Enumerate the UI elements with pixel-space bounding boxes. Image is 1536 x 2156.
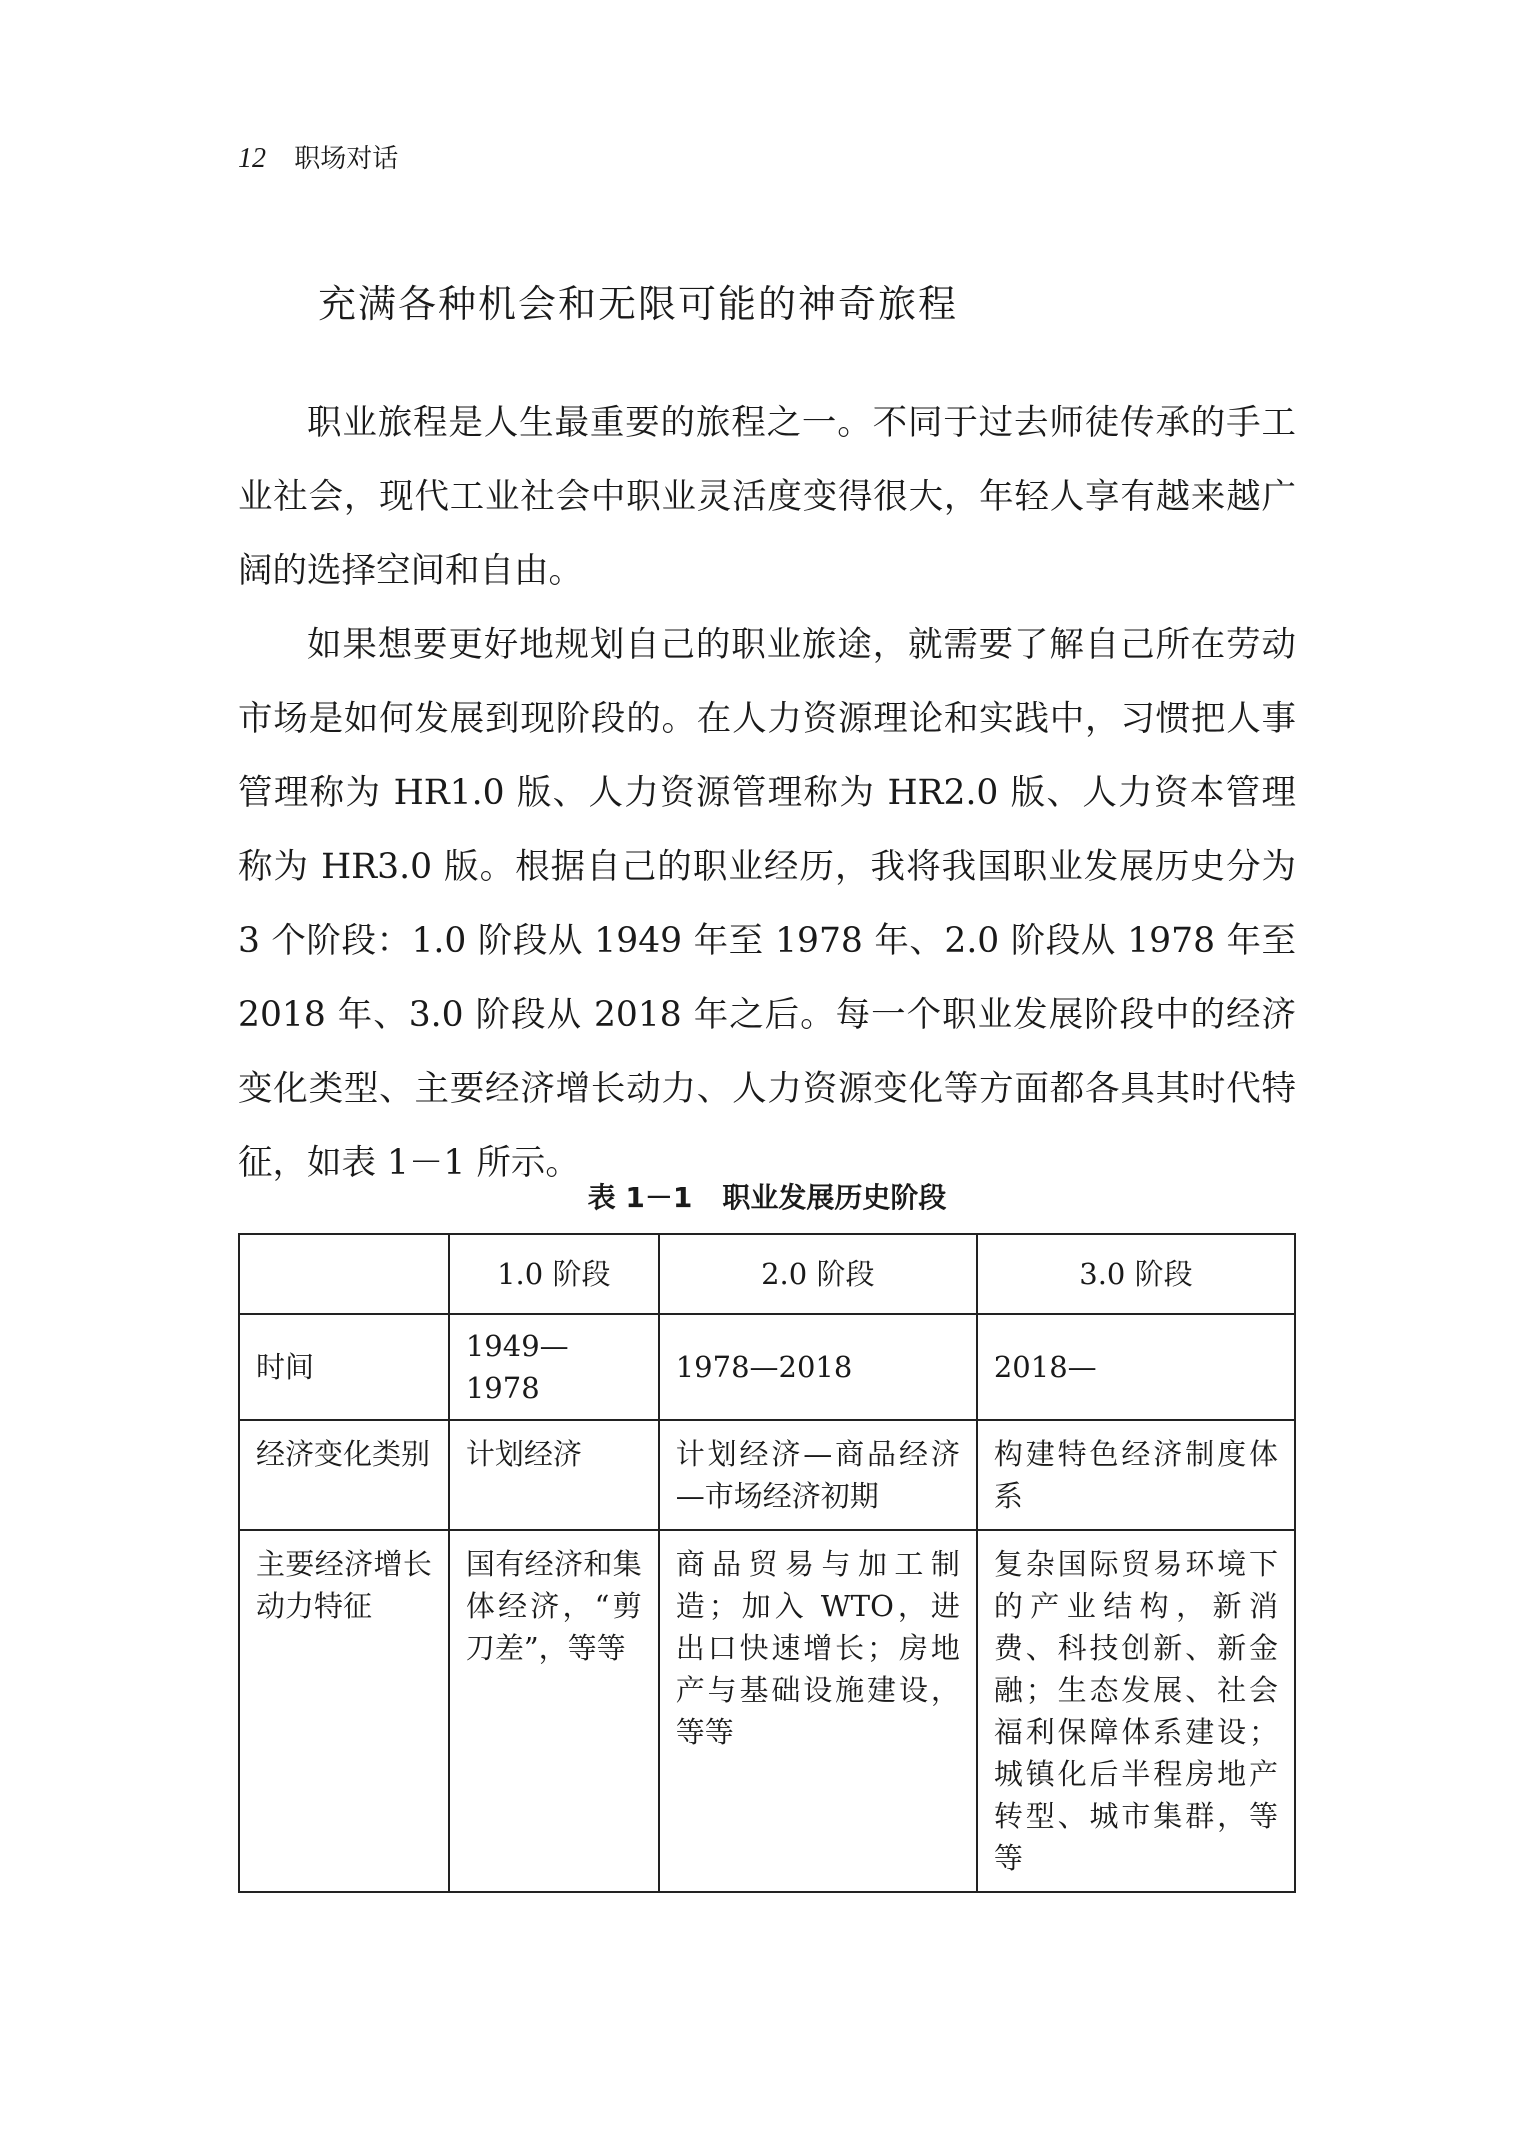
table-row (239, 1530, 1295, 1892)
row-label: 经济变化类别 (239, 1420, 449, 1530)
table-cell: 国有经济和集体经济，“剪刀差”，等等 (449, 1530, 659, 1892)
table-cell: 构建特色经济制度体系 (977, 1420, 1295, 1530)
page-number: 12 (238, 143, 266, 174)
table-cell: 商品贸易与加工制造；加入 WTO，进出口快速增长；房地产与基础设施建设，等等 (659, 1530, 977, 1892)
paragraph: 如果想要更好地规划自己的职业旅途，就需要了解自己所在劳动市场是如何发展到现阶段的。在人力资源理论和实践中，习惯把人事管理称为 HR1.0 版、人力资源管理称为 HR2.0 版、人力资本管理称为 HR3.0 版。根据自己的职业经历，我将我国职业发展历史分为 3 个阶段：1.0 阶段从 1949 年至 1978 年、2.0 阶段从 1978 年至 2018 年、3.0 阶段从 2018 年之后。每一个职业发展阶段中的经济变化类型、主要经济增长动力、人力资源变化等方面都各具其时代特征，如表 1－1 所示。 (238, 625, 1296, 1183)
table-cell: 计划经济 (449, 1420, 659, 1530)
career-stages-table (238, 1233, 1296, 1893)
book-title: 职场对话 (294, 144, 399, 174)
table-row (239, 1314, 1295, 1420)
row-label: 主要经济增长动力特征 (239, 1530, 449, 1892)
table-header-cell: 1.0 阶段 (449, 1234, 659, 1314)
table-row (239, 1420, 1295, 1530)
table-cell: 1949—1978 (449, 1314, 659, 1420)
table-cell: 1978—2018 (659, 1314, 977, 1420)
table-header-cell: 3.0 阶段 (977, 1234, 1295, 1314)
table-cell: 计划经济—商品经济—市场经济初期 (659, 1420, 977, 1530)
table-header-cell (239, 1234, 449, 1314)
body-text (238, 386, 1296, 1200)
table-caption (238, 1178, 1296, 1218)
table-caption-title: 职业发展历史阶段 (722, 1181, 947, 1214)
row-label: 时间 (239, 1314, 449, 1420)
table-cell: 2018— (977, 1314, 1295, 1420)
table-header-cell: 2.0 阶段 (659, 1234, 977, 1314)
table-cell: 复杂国际贸易环境下的产业结构，新消费、科技创新、新金融；生态发展、社会福利保障体系建设；城镇化后半程房地产转型、城市集群，等等 (977, 1530, 1295, 1892)
table-caption-number: 表 1－1 (587, 1181, 693, 1214)
table-header-row (239, 1234, 1295, 1314)
section-title: 充满各种机会和无限可能的神奇旅程 (318, 282, 959, 326)
paragraph: 职业旅程是人生最重要的旅程之一。不同于过去师徒传承的手工业社会，现代工业社会中职业灵活度变得很大，年轻人享有越来越广阔的选择空间和自由。 (238, 403, 1296, 591)
running-head (238, 142, 398, 176)
